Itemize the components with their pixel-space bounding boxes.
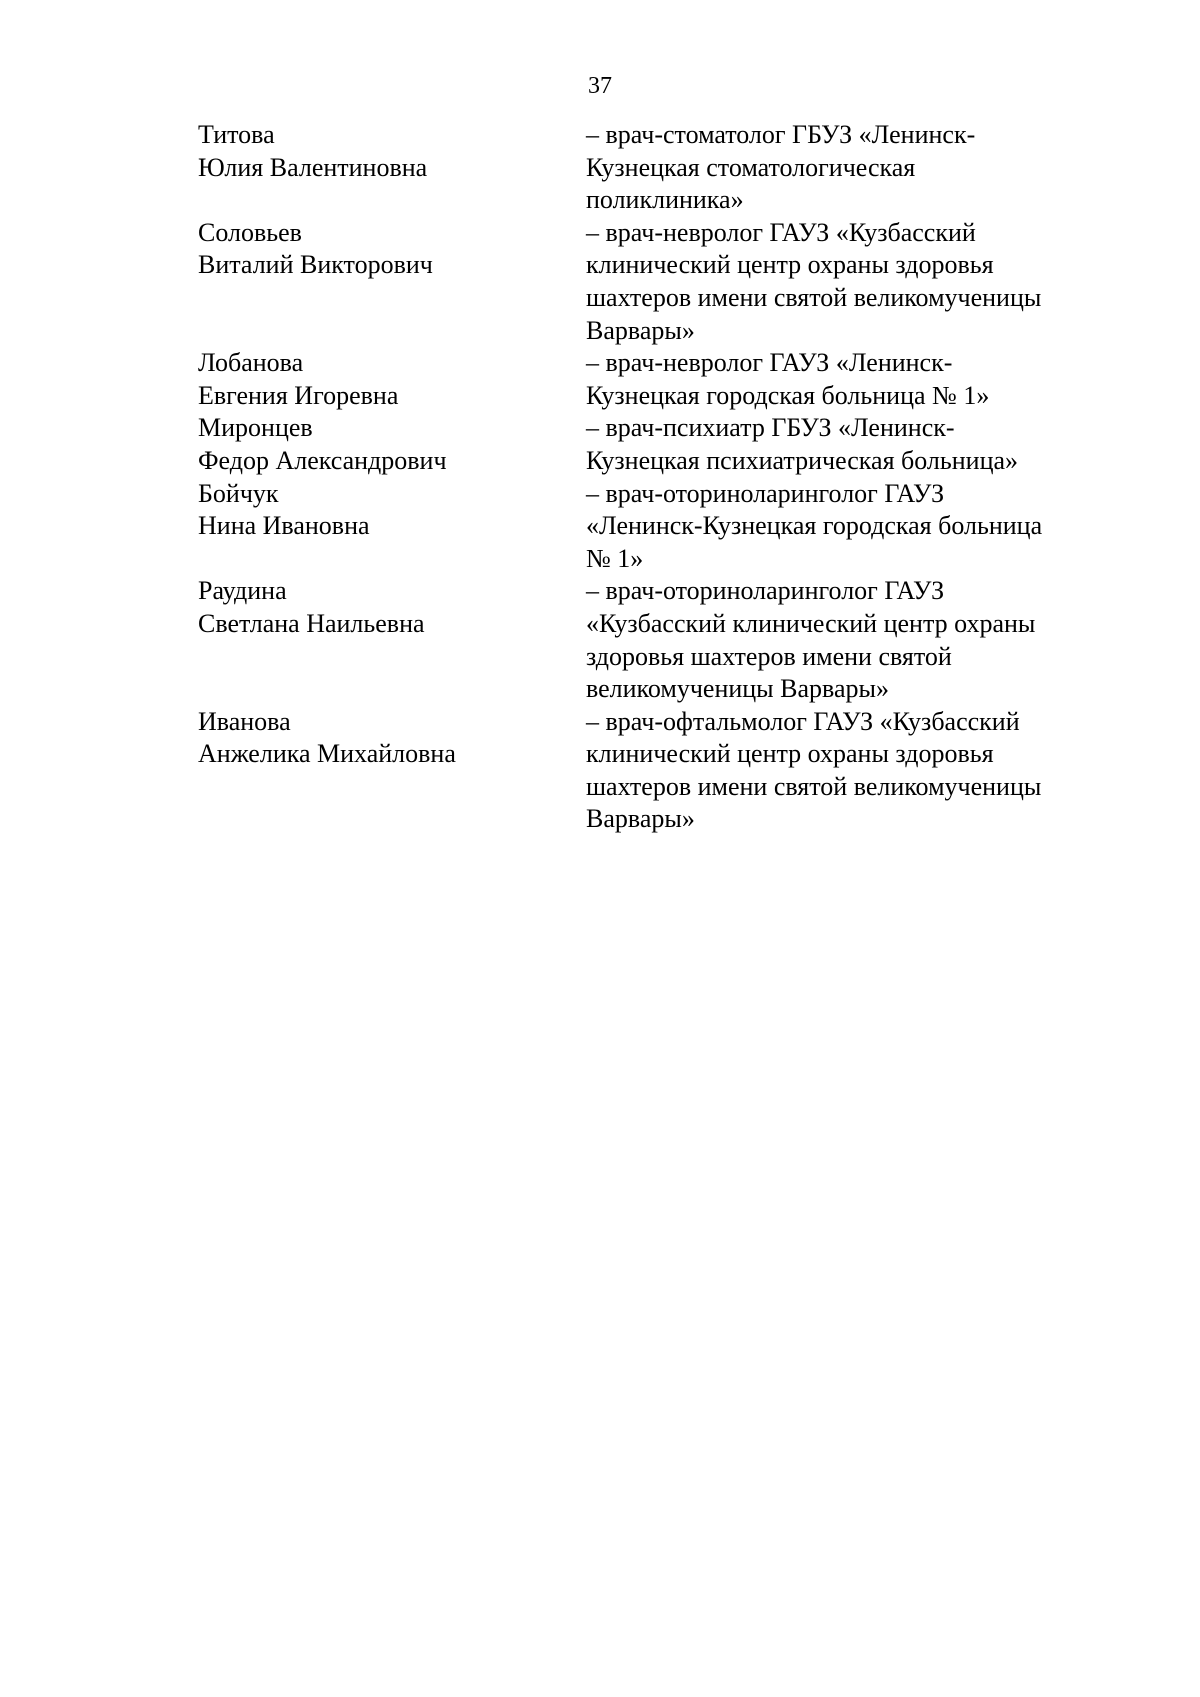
person-position	[586, 217, 1098, 347]
position-line: – врач-невролог ГАУЗ «Кузбасский	[586, 217, 976, 247]
name-line: Федор Александрович	[198, 445, 447, 475]
position-line: здоровья шахтеров имени святой	[586, 641, 952, 671]
position-line: «Ленинск-Кузнецкая городская больница	[586, 511, 1043, 541]
name-line: Раудина	[198, 576, 287, 606]
staff-list	[198, 119, 1098, 836]
person-name	[198, 119, 586, 217]
name-line	[198, 771, 586, 804]
person-position	[586, 347, 1098, 412]
person-position	[586, 412, 1098, 477]
position-line: «Кузбасский клинический центр охраны	[586, 608, 1036, 638]
name-line: Светлана Наильевна	[198, 608, 425, 638]
position-line: шахтеров имени святой великомученицы	[586, 282, 1042, 312]
name-line	[198, 673, 586, 706]
name-line: Юлия Валентиновна	[198, 152, 428, 182]
position-line: – врач-невролог ГАУЗ «Ленинск-	[586, 348, 953, 378]
position-line: – врач-офтальмолог ГАУЗ «Кузбасский	[586, 706, 1020, 736]
person-name	[198, 347, 586, 412]
person-name	[198, 217, 586, 347]
name-line: Титова	[198, 120, 275, 149]
person-position	[586, 478, 1098, 576]
name-line	[198, 315, 586, 348]
person-name	[198, 478, 586, 576]
person-name	[198, 412, 586, 477]
position-line: – врач-психиатр ГБУЗ «Ленинск-	[586, 413, 955, 443]
name-line	[198, 184, 586, 217]
name-line: Миронцев	[198, 413, 313, 443]
position-line: великомученицы Варвары»	[586, 674, 889, 704]
position-line: № 1»	[586, 543, 644, 573]
position-line: – врач-стоматолог ГБУЗ «Ленинск-	[586, 120, 976, 149]
list-item	[198, 706, 1098, 836]
list-item	[198, 478, 1098, 576]
position-line: шахтеров имени святой великомученицы	[586, 771, 1042, 801]
person-position	[586, 706, 1098, 836]
page-number: 37	[588, 73, 612, 99]
position-line: Кузнецкая городская больница № 1»	[586, 380, 990, 410]
name-line	[198, 803, 586, 836]
position-line: клинический центр охраны здоровья	[586, 250, 994, 280]
person-position	[586, 119, 1098, 217]
name-line: Анжелика Михайловна	[198, 739, 456, 769]
position-line: Варвары»	[586, 315, 695, 345]
list-item	[198, 119, 1098, 217]
list-item	[198, 412, 1098, 477]
name-line: Нина Ивановна	[198, 511, 370, 541]
list-item	[198, 217, 1098, 347]
position-line: Кузнецкая психиатрическая больница»	[586, 445, 1019, 475]
name-line: Бойчук	[198, 478, 279, 508]
list-item	[198, 347, 1098, 412]
name-line: Виталий Викторович	[198, 250, 433, 280]
position-line: Варвары»	[586, 804, 695, 834]
position-line: Кузнецкая стоматологическая	[586, 152, 916, 182]
name-line: Иванова	[198, 706, 291, 736]
name-line	[198, 282, 586, 315]
person-position	[586, 575, 1098, 705]
name-line: Лобанова	[198, 348, 304, 378]
name-line	[198, 641, 586, 674]
name-line	[198, 543, 586, 576]
list-item	[198, 575, 1098, 705]
position-line: клинический центр охраны здоровья	[586, 739, 994, 769]
position-line: – врач-оториноларинголог ГАУЗ	[586, 576, 945, 606]
position-line: поликлиника»	[586, 185, 744, 215]
person-name	[198, 575, 586, 705]
position-line: – врач-оториноларинголог ГАУЗ	[586, 478, 945, 508]
name-line: Евгения Игоревна	[198, 380, 399, 410]
name-line: Соловьев	[198, 217, 302, 247]
person-name	[198, 706, 586, 836]
